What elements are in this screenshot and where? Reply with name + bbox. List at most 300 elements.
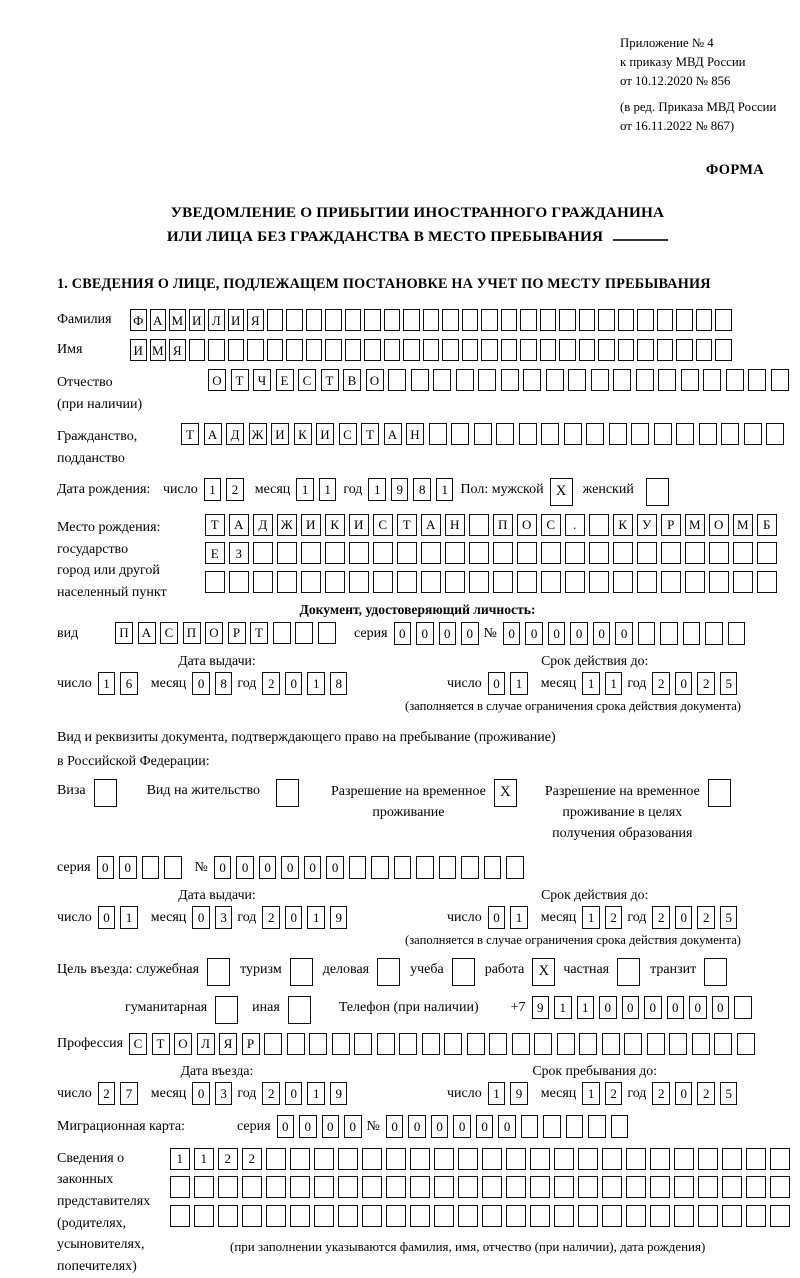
char-cell[interactable]: 0 [299, 1115, 317, 1138]
char-cell[interactable]: 0 [214, 856, 232, 879]
sex-male-checkbox[interactable]: X [550, 478, 573, 506]
char-cell[interactable] [609, 423, 627, 445]
char-cell[interactable] [650, 1148, 670, 1170]
char-cell[interactable] [660, 622, 678, 645]
char-cell[interactable] [410, 1148, 430, 1170]
char-cell[interactable]: 0 [488, 672, 506, 695]
char-cell[interactable]: 5 [720, 672, 738, 695]
char-cell[interactable] [591, 369, 609, 391]
char-cell[interactable]: 6 [120, 672, 138, 695]
char-cell[interactable] [253, 542, 273, 564]
char-cell[interactable] [301, 542, 321, 564]
char-cell[interactable]: 0 [667, 996, 685, 1019]
char-cell[interactable]: О [517, 514, 537, 536]
char-cell[interactable]: 2 [262, 906, 280, 929]
char-cell[interactable] [364, 339, 381, 361]
char-cell[interactable] [517, 571, 537, 593]
char-cell[interactable] [728, 622, 746, 645]
char-cell[interactable]: Е [276, 369, 294, 391]
char-cell[interactable]: 0 [712, 996, 730, 1019]
char-cell[interactable]: 0 [615, 622, 633, 645]
char-cell[interactable] [661, 571, 681, 593]
char-cell[interactable] [611, 1115, 629, 1138]
char-cell[interactable] [482, 1176, 502, 1198]
char-cell[interactable]: 2 [697, 1082, 715, 1105]
char-cell[interactable]: 1 [488, 1082, 506, 1105]
char-cell[interactable]: 0 [622, 996, 640, 1019]
char-cell[interactable] [421, 571, 441, 593]
purpose-other-checkbox[interactable] [288, 996, 311, 1024]
char-cell[interactable]: 1 [554, 996, 572, 1019]
purpose-study-checkbox[interactable] [452, 958, 475, 986]
char-cell[interactable]: 5 [720, 1082, 738, 1105]
char-cell[interactable]: . [565, 514, 585, 536]
char-cell[interactable] [439, 856, 457, 879]
char-cell[interactable] [699, 423, 717, 445]
char-cell[interactable]: С [298, 369, 316, 391]
char-cell[interactable]: О [709, 514, 729, 536]
char-cell[interactable]: Л [197, 1033, 215, 1055]
char-cell[interactable]: 9 [391, 478, 409, 501]
char-cell[interactable] [602, 1148, 622, 1170]
char-cell[interactable] [194, 1176, 214, 1198]
char-cell[interactable] [530, 1176, 550, 1198]
char-cell[interactable]: 0 [461, 622, 479, 645]
char-cell[interactable] [733, 571, 753, 593]
char-cell[interactable] [589, 542, 609, 564]
char-cell[interactable] [170, 1205, 190, 1227]
char-cell[interactable]: 1 [577, 996, 595, 1019]
char-cell[interactable] [598, 309, 615, 331]
char-cell[interactable] [519, 423, 537, 445]
char-cell[interactable] [681, 369, 699, 391]
char-cell[interactable] [287, 1033, 305, 1055]
char-cell[interactable] [744, 423, 762, 445]
char-cell[interactable] [650, 1176, 670, 1198]
char-cell[interactable] [541, 542, 561, 564]
char-cell[interactable] [388, 369, 406, 391]
char-cell[interactable]: Т [250, 622, 268, 644]
char-cell[interactable] [709, 542, 729, 564]
char-cell[interactable] [715, 309, 732, 331]
char-cell[interactable]: Т [361, 423, 379, 445]
residence-permit-checkbox[interactable] [276, 779, 299, 807]
char-cell[interactable] [349, 571, 369, 593]
char-cell[interactable] [462, 309, 479, 331]
char-cell[interactable] [541, 423, 559, 445]
char-cell[interactable] [266, 1176, 286, 1198]
char-cell[interactable]: 2 [697, 672, 715, 695]
char-cell[interactable]: 1 [605, 672, 623, 695]
char-cell[interactable] [205, 571, 225, 593]
char-cell[interactable]: Т [231, 369, 249, 391]
char-cell[interactable]: 0 [431, 1115, 449, 1138]
temp-residence-checkbox[interactable]: X [494, 779, 517, 807]
char-cell[interactable] [770, 1176, 790, 1198]
char-cell[interactable] [579, 309, 596, 331]
char-cell[interactable] [698, 1176, 718, 1198]
char-cell[interactable] [568, 369, 586, 391]
char-cell[interactable] [637, 339, 654, 361]
char-cell[interactable] [530, 1148, 550, 1170]
char-cell[interactable]: 0 [548, 622, 566, 645]
char-cell[interactable]: 0 [439, 622, 457, 645]
char-cell[interactable]: 0 [192, 906, 210, 929]
char-cell[interactable] [325, 542, 345, 564]
char-cell[interactable] [384, 309, 401, 331]
char-cell[interactable] [434, 1205, 454, 1227]
char-cell[interactable]: 0 [119, 856, 137, 879]
char-cell[interactable]: О [174, 1033, 192, 1055]
char-cell[interactable] [685, 571, 705, 593]
char-cell[interactable] [624, 1033, 642, 1055]
char-cell[interactable]: И [349, 514, 369, 536]
char-cell[interactable] [142, 856, 160, 879]
char-cell[interactable]: 1 [368, 478, 386, 501]
char-cell[interactable]: 0 [326, 856, 344, 879]
char-cell[interactable]: 9 [330, 906, 348, 929]
char-cell[interactable] [714, 1033, 732, 1055]
char-cell[interactable] [771, 369, 789, 391]
char-cell[interactable] [589, 514, 609, 536]
char-cell[interactable]: И [228, 309, 245, 331]
char-cell[interactable] [194, 1205, 214, 1227]
char-cell[interactable]: К [613, 514, 633, 536]
char-cell[interactable] [403, 339, 420, 361]
char-cell[interactable] [266, 1148, 286, 1170]
char-cell[interactable] [540, 339, 557, 361]
char-cell[interactable] [338, 1148, 358, 1170]
char-cell[interactable] [301, 571, 321, 593]
char-cell[interactable]: 1 [436, 478, 454, 501]
char-cell[interactable] [636, 369, 654, 391]
char-cell[interactable]: Ф [130, 309, 147, 331]
char-cell[interactable]: И [130, 339, 147, 361]
char-cell[interactable]: 1 [120, 906, 138, 929]
char-cell[interactable] [267, 339, 284, 361]
char-cell[interactable] [295, 622, 313, 644]
char-cell[interactable]: 0 [599, 996, 617, 1019]
char-cell[interactable] [669, 1033, 687, 1055]
char-cell[interactable] [462, 339, 479, 361]
char-cell[interactable] [349, 856, 367, 879]
char-cell[interactable] [421, 542, 441, 564]
char-cell[interactable] [722, 1176, 742, 1198]
char-cell[interactable] [602, 1205, 622, 1227]
char-cell[interactable] [578, 1205, 598, 1227]
char-cell[interactable] [247, 339, 264, 361]
char-cell[interactable]: Р [228, 622, 246, 644]
char-cell[interactable] [332, 1033, 350, 1055]
char-cell[interactable] [373, 571, 393, 593]
char-cell[interactable]: Ч [253, 369, 271, 391]
char-cell[interactable] [434, 1176, 454, 1198]
char-cell[interactable]: 2 [98, 1082, 116, 1105]
char-cell[interactable] [565, 542, 585, 564]
purpose-private-checkbox[interactable] [617, 958, 640, 986]
char-cell[interactable]: 1 [319, 478, 337, 501]
char-cell[interactable]: 0 [192, 1082, 210, 1105]
char-cell[interactable]: 0 [98, 906, 116, 929]
char-cell[interactable]: 2 [262, 672, 280, 695]
char-cell[interactable]: 1 [170, 1148, 190, 1170]
char-cell[interactable] [458, 1205, 478, 1227]
char-cell[interactable]: 0 [97, 856, 115, 879]
char-cell[interactable] [489, 1033, 507, 1055]
char-cell[interactable] [626, 1176, 646, 1198]
char-cell[interactable] [676, 423, 694, 445]
char-cell[interactable]: Б [757, 514, 777, 536]
char-cell[interactable] [429, 423, 447, 445]
char-cell[interactable] [411, 369, 429, 391]
char-cell[interactable] [484, 856, 502, 879]
char-cell[interactable]: А [421, 514, 441, 536]
char-cell[interactable]: Н [445, 514, 465, 536]
char-cell[interactable] [501, 339, 518, 361]
char-cell[interactable]: 0 [394, 622, 412, 645]
char-cell[interactable] [399, 1033, 417, 1055]
char-cell[interactable] [566, 1115, 584, 1138]
char-cell[interactable] [554, 1205, 574, 1227]
char-cell[interactable] [253, 571, 273, 593]
char-cell[interactable] [721, 423, 739, 445]
char-cell[interactable]: 0 [453, 1115, 471, 1138]
char-cell[interactable] [478, 369, 496, 391]
char-cell[interactable] [423, 339, 440, 361]
char-cell[interactable] [613, 571, 633, 593]
char-cell[interactable]: Р [242, 1033, 260, 1055]
char-cell[interactable]: Т [397, 514, 417, 536]
char-cell[interactable] [416, 856, 434, 879]
char-cell[interactable] [757, 542, 777, 564]
char-cell[interactable] [189, 339, 206, 361]
char-cell[interactable] [676, 309, 693, 331]
char-cell[interactable] [314, 1205, 334, 1227]
char-cell[interactable] [461, 856, 479, 879]
char-cell[interactable] [442, 309, 459, 331]
char-cell[interactable]: 2 [218, 1148, 238, 1170]
char-cell[interactable] [386, 1148, 406, 1170]
char-cell[interactable]: 3 [215, 906, 233, 929]
char-cell[interactable] [737, 1033, 755, 1055]
purpose-tourism-checkbox[interactable] [290, 958, 313, 986]
char-cell[interactable]: 8 [330, 672, 348, 695]
char-cell[interactable] [286, 309, 303, 331]
char-cell[interactable] [534, 1033, 552, 1055]
char-cell[interactable] [657, 339, 674, 361]
char-cell[interactable]: 2 [226, 478, 244, 501]
char-cell[interactable] [520, 309, 537, 331]
char-cell[interactable] [394, 856, 412, 879]
char-cell[interactable]: 0 [675, 906, 693, 929]
char-cell[interactable] [433, 369, 451, 391]
purpose-humanitarian-checkbox[interactable] [215, 996, 238, 1024]
char-cell[interactable]: 1 [307, 906, 325, 929]
char-cell[interactable]: 0 [236, 856, 254, 879]
char-cell[interactable]: О [208, 369, 226, 391]
char-cell[interactable] [444, 1033, 462, 1055]
char-cell[interactable] [685, 542, 705, 564]
char-cell[interactable] [506, 1148, 526, 1170]
char-cell[interactable] [715, 339, 732, 361]
char-cell[interactable] [733, 542, 753, 564]
char-cell[interactable]: 2 [605, 1082, 623, 1105]
char-cell[interactable] [469, 514, 489, 536]
char-cell[interactable] [242, 1176, 262, 1198]
char-cell[interactable]: И [189, 309, 206, 331]
char-cell[interactable]: 0 [503, 622, 521, 645]
char-cell[interactable] [506, 1205, 526, 1227]
char-cell[interactable] [766, 423, 784, 445]
char-cell[interactable] [618, 309, 635, 331]
char-cell[interactable] [586, 423, 604, 445]
char-cell[interactable] [726, 369, 744, 391]
char-cell[interactable] [170, 1176, 190, 1198]
char-cell[interactable]: А [204, 423, 222, 445]
char-cell[interactable] [338, 1205, 358, 1227]
char-cell[interactable] [757, 571, 777, 593]
purpose-business-checkbox[interactable] [207, 958, 230, 986]
char-cell[interactable] [362, 1148, 382, 1170]
char-cell[interactable] [722, 1205, 742, 1227]
char-cell[interactable] [277, 542, 297, 564]
char-cell[interactable] [442, 339, 459, 361]
char-cell[interactable] [481, 309, 498, 331]
char-cell[interactable] [512, 1033, 530, 1055]
char-cell[interactable] [692, 1033, 710, 1055]
char-cell[interactable]: 1 [204, 478, 222, 501]
char-cell[interactable] [290, 1176, 310, 1198]
char-cell[interactable]: 1 [98, 672, 116, 695]
char-cell[interactable]: Т [205, 514, 225, 536]
char-cell[interactable]: Я [169, 339, 186, 361]
char-cell[interactable] [325, 339, 342, 361]
char-cell[interactable]: 0 [476, 1115, 494, 1138]
char-cell[interactable] [554, 1148, 574, 1170]
char-cell[interactable] [564, 423, 582, 445]
char-cell[interactable] [540, 309, 557, 331]
char-cell[interactable] [579, 339, 596, 361]
char-cell[interactable] [705, 622, 723, 645]
char-cell[interactable] [657, 309, 674, 331]
char-cell[interactable]: 1 [307, 672, 325, 695]
char-cell[interactable]: 1 [510, 672, 528, 695]
char-cell[interactable] [362, 1205, 382, 1227]
char-cell[interactable]: С [541, 514, 561, 536]
char-cell[interactable] [746, 1205, 766, 1227]
char-cell[interactable] [467, 1033, 485, 1055]
char-cell[interactable] [588, 1115, 606, 1138]
char-cell[interactable]: 0 [416, 622, 434, 645]
char-cell[interactable]: 0 [593, 622, 611, 645]
char-cell[interactable]: 0 [689, 996, 707, 1019]
char-cell[interactable]: П [115, 622, 133, 644]
char-cell[interactable]: Я [247, 309, 264, 331]
char-cell[interactable] [696, 309, 713, 331]
char-cell[interactable] [520, 339, 537, 361]
char-cell[interactable]: 2 [652, 1082, 670, 1105]
char-cell[interactable] [554, 1176, 574, 1198]
char-cell[interactable] [698, 1148, 718, 1170]
char-cell[interactable]: М [685, 514, 705, 536]
char-cell[interactable] [290, 1148, 310, 1170]
char-cell[interactable] [654, 423, 672, 445]
char-cell[interactable] [474, 423, 492, 445]
char-cell[interactable]: Н [406, 423, 424, 445]
char-cell[interactable] [445, 542, 465, 564]
char-cell[interactable] [613, 369, 631, 391]
char-cell[interactable]: 8 [413, 478, 431, 501]
char-cell[interactable]: 2 [697, 906, 715, 929]
char-cell[interactable] [354, 1033, 372, 1055]
char-cell[interactable] [397, 542, 417, 564]
char-cell[interactable] [445, 571, 465, 593]
char-cell[interactable] [456, 369, 474, 391]
char-cell[interactable] [266, 1205, 286, 1227]
char-cell[interactable] [602, 1033, 620, 1055]
char-cell[interactable]: 9 [532, 996, 550, 1019]
visa-checkbox[interactable] [94, 779, 117, 807]
char-cell[interactable] [273, 622, 291, 644]
char-cell[interactable]: П [493, 514, 513, 536]
char-cell[interactable] [349, 542, 369, 564]
char-cell[interactable]: К [325, 514, 345, 536]
char-cell[interactable]: 0 [192, 672, 210, 695]
char-cell[interactable] [613, 542, 633, 564]
char-cell[interactable] [373, 542, 393, 564]
char-cell[interactable]: К [294, 423, 312, 445]
char-cell[interactable] [703, 369, 721, 391]
char-cell[interactable]: Я [219, 1033, 237, 1055]
char-cell[interactable]: А [384, 423, 402, 445]
char-cell[interactable]: 0 [408, 1115, 426, 1138]
char-cell[interactable] [218, 1205, 238, 1227]
char-cell[interactable]: 0 [285, 1082, 303, 1105]
char-cell[interactable]: С [129, 1033, 147, 1055]
char-cell[interactable] [384, 339, 401, 361]
char-cell[interactable] [637, 571, 657, 593]
char-cell[interactable] [770, 1205, 790, 1227]
char-cell[interactable]: М [169, 309, 186, 331]
char-cell[interactable] [559, 309, 576, 331]
char-cell[interactable] [661, 542, 681, 564]
char-cell[interactable] [377, 1033, 395, 1055]
sex-female-checkbox[interactable] [646, 478, 669, 506]
char-cell[interactable]: 2 [605, 906, 623, 929]
char-cell[interactable] [345, 309, 362, 331]
char-cell[interactable] [650, 1205, 670, 1227]
char-cell[interactable] [746, 1148, 766, 1170]
char-cell[interactable]: А [229, 514, 249, 536]
char-cell[interactable] [618, 339, 635, 361]
char-cell[interactable] [658, 369, 676, 391]
char-cell[interactable] [325, 571, 345, 593]
char-cell[interactable] [578, 1176, 598, 1198]
char-cell[interactable]: 2 [262, 1082, 280, 1105]
char-cell[interactable] [410, 1176, 430, 1198]
char-cell[interactable]: 3 [215, 1082, 233, 1105]
char-cell[interactable]: 5 [720, 906, 738, 929]
char-cell[interactable]: И [271, 423, 289, 445]
char-cell[interactable]: 7 [120, 1082, 138, 1105]
char-cell[interactable] [523, 369, 541, 391]
char-cell[interactable]: 0 [644, 996, 662, 1019]
char-cell[interactable] [306, 339, 323, 361]
char-cell[interactable]: В [343, 369, 361, 391]
char-cell[interactable] [277, 571, 297, 593]
char-cell[interactable]: М [733, 514, 753, 536]
char-cell[interactable]: 0 [344, 1115, 362, 1138]
